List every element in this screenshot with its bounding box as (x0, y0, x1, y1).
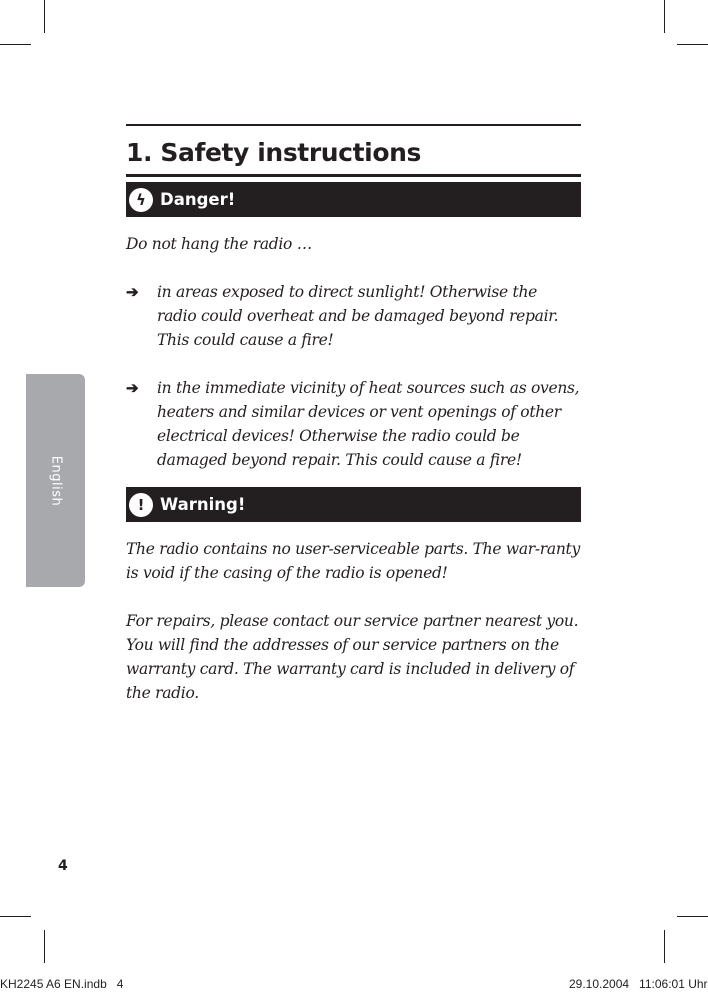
footer-timestamp: 29.10.2004 11:06:01 Uhr (569, 977, 708, 991)
footer-file-info: KH2245 A6 EN.indb 4 (0, 977, 124, 991)
warning-bar (126, 487, 581, 522)
list-item-text: in the immediate vicinity of heat sources such as ovens, heaters and similar devices or vent openings of other electrical devices! Otherwise the radio could be damaged beyond repair. This could cause a fire! (157, 379, 580, 469)
language-tab (26, 374, 85, 587)
crop-mark (677, 916, 708, 917)
title-rule-top (126, 124, 581, 126)
lightning-icon: ϟ (129, 188, 153, 212)
arrow-icon: ➔ (126, 379, 139, 397)
danger-bar (126, 182, 581, 217)
warning-paragraph: The radio contains no user-serviceable parts. The war-ranty is void if the casing of the radio is opened! (126, 540, 580, 582)
list-item (126, 376, 581, 472)
crop-mark (664, 930, 665, 963)
exclamation-icon: ! (129, 493, 153, 517)
repair-paragraph: For repairs, please contact our service partner nearest you. You will find the addresses of our service partners on the warranty card. The warranty card is included in delivery of the radio. (126, 612, 579, 702)
title-rule-bottom (126, 174, 581, 177)
danger-intro: Do not hang the radio … (126, 235, 312, 253)
list-item-text: in areas exposed to direct sunlight! Otherwise the radio could overheat and be damaged beyond repair. This could cause a fire! (157, 283, 559, 349)
warning-label: Warning! (160, 495, 246, 514)
crop-mark (0, 916, 31, 917)
crop-mark (664, 0, 665, 33)
list-item (126, 280, 581, 352)
page-number: 4 (58, 858, 68, 874)
arrow-icon: ➔ (126, 283, 139, 301)
section-title: 1. Safety instructions (126, 138, 421, 167)
language-tab-label: English (48, 455, 63, 506)
crop-mark (44, 0, 45, 33)
crop-mark (44, 930, 45, 963)
safety-section (126, 124, 581, 705)
danger-label: Danger! (160, 190, 236, 209)
crop-mark (677, 44, 708, 45)
crop-mark (0, 44, 31, 45)
